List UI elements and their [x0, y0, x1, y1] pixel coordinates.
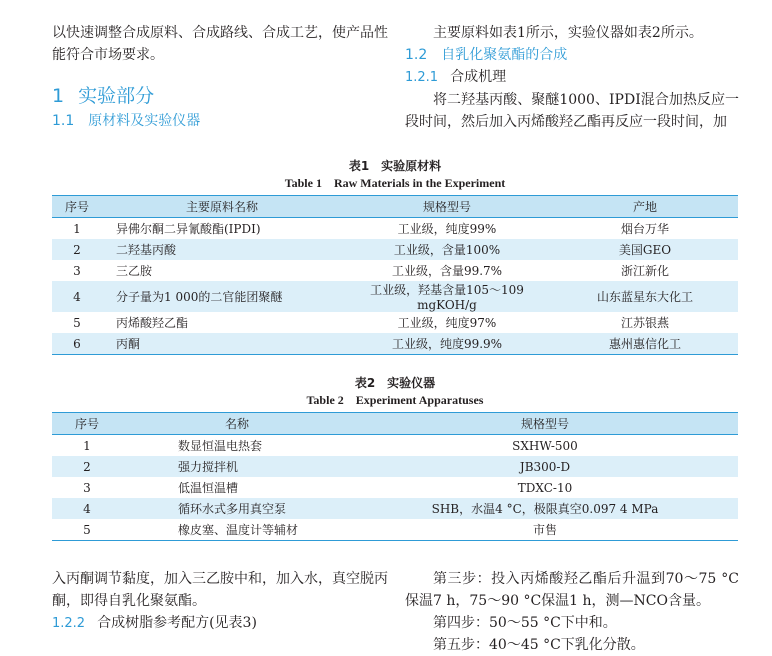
- table-header-row: [52, 413, 738, 435]
- table-row: [52, 456, 738, 477]
- section-number: 1: [52, 85, 65, 107]
- section-title: 实验部分: [78, 85, 155, 107]
- table-cell: 市售: [532, 523, 557, 537]
- table-cell: 美国GEO: [618, 243, 672, 257]
- column-header: 序号: [64, 200, 89, 214]
- table-row: [52, 477, 738, 498]
- table-cell: 工业级，含量99.7%: [391, 264, 503, 278]
- table-2-caption-cn: 表2 实验仪器: [354, 376, 436, 390]
- table-cell: 山东蓝星东大化工: [596, 290, 693, 304]
- raw-materials-table: [52, 195, 738, 355]
- table-cell: 1: [73, 221, 81, 236]
- table-header-row: [52, 196, 738, 218]
- table-cell: 数显恒温电热套: [178, 439, 263, 453]
- subsubsection-title: 合成树脂参考配方(见表3): [97, 615, 257, 631]
- table-cell: TDXC-10: [517, 480, 573, 495]
- subsection-title: 自乳化聚氨酯的合成: [441, 47, 568, 63]
- table-cell: 丙酮: [116, 337, 141, 351]
- table-cell: 1: [83, 438, 91, 453]
- subsubsection-number: 1.2.2: [52, 616, 86, 631]
- table-row: [52, 519, 738, 541]
- table-cell: 3: [83, 480, 91, 495]
- table-row: [52, 218, 738, 240]
- table-cell: SXHW-500: [512, 438, 578, 453]
- intro-paragraph-end: 以快速调整合成原料、合成路线、合成工艺，使产品性能符合市场要求。: [52, 25, 388, 63]
- right-column-bottom: [405, 568, 739, 656]
- column-header: 产地: [632, 200, 657, 214]
- subsubsection-heading-1-2-2: [52, 612, 388, 635]
- apparatus-table: [52, 412, 738, 541]
- table-cell: 6: [73, 336, 81, 351]
- table-cell: 低温恒温槽: [178, 481, 239, 495]
- table-row: [52, 333, 738, 355]
- table-cell: 烟台万华: [620, 222, 669, 236]
- table-cell: 工业级，纯度99%: [397, 222, 497, 236]
- table-cell: 工业级，羟基含量105～109 mgKOH/g: [370, 283, 524, 312]
- table-2-block: [52, 375, 738, 541]
- table-cell: 浙江新化: [620, 264, 669, 278]
- table-cell: 惠州惠信化工: [608, 337, 681, 351]
- table-cell: 循环水式多用真空泵: [178, 502, 287, 516]
- table-row: [52, 435, 738, 457]
- table-cell: 强力搅拌机: [178, 460, 239, 474]
- table-1-block: [52, 158, 738, 355]
- column-header: 规格型号: [422, 200, 471, 214]
- table-row: [52, 260, 738, 281]
- subsection-heading-1-1: [52, 110, 388, 132]
- right-column-top: [405, 22, 739, 133]
- table-cell: 4: [73, 289, 81, 304]
- table-cell: JB300-D: [519, 459, 571, 474]
- subsection-number: 1.2: [405, 47, 428, 63]
- column-header: 规格型号: [520, 417, 569, 431]
- step-4-paragraph: 第四步：50～55 °C下中和。: [433, 615, 617, 631]
- table-cell: 二羟基丙酸: [116, 243, 177, 257]
- table-cell: SHB，水温4 °C，极限真空0.097 4 MPa: [431, 502, 659, 516]
- table-row: [52, 281, 738, 312]
- tables-intro-paragraph: 主要原料如表1所示，实验仪器如表2所示。: [433, 25, 703, 41]
- table-cell: 5: [83, 522, 91, 537]
- table-1-caption-cn: 表1 实验原材料: [348, 159, 442, 173]
- subsection-number: 1.1: [52, 113, 75, 129]
- subsubsection-heading-1-2-1: [405, 66, 739, 89]
- step-3-paragraph: 第三步：投入丙烯酸羟乙酯后升温到70～75 °C保温7 h，75～90 °C保温1 h，测—NCO含量。: [405, 571, 739, 609]
- table-cell: 工业级，纯度99.9%: [391, 337, 503, 351]
- table-cell: 3: [73, 263, 81, 278]
- column-header: 序号: [74, 417, 99, 431]
- column-header: 名称: [224, 417, 249, 431]
- table-cell: 江苏银燕: [620, 316, 669, 330]
- table-2-caption-en: Table 2 Experiment Apparatuses: [306, 393, 484, 407]
- table-cell: 三乙胺: [116, 264, 153, 278]
- table-row: [52, 312, 738, 333]
- table-cell: 工业级，纯度97%: [397, 316, 497, 330]
- section-heading-1: [52, 83, 388, 109]
- table-cell: 5: [73, 315, 81, 330]
- synthesis-paragraph-end: 入丙酮调节黏度，加入三乙胺中和，加入水，真空脱丙酮，即得自乳化聚氨酯。: [52, 571, 388, 609]
- table-cell: 丙烯酸羟乙酯: [116, 316, 189, 330]
- table-cell: 4: [83, 501, 91, 516]
- table-cell: 2: [73, 242, 81, 257]
- left-column-bottom: [52, 568, 388, 635]
- subsubsection-title: 合成机理: [450, 69, 507, 85]
- subsubsection-number: 1.2.1: [405, 70, 439, 85]
- left-column-top: [52, 22, 388, 132]
- step-5-paragraph: 第五步：40～45 °C下乳化分散。: [433, 637, 645, 653]
- subsection-heading-1-2: [405, 44, 739, 66]
- table-1-caption-en: Table 1 Raw Materials in the Experiment: [284, 176, 506, 190]
- table-row: [52, 239, 738, 260]
- table-row: [52, 498, 738, 519]
- table-cell: 2: [83, 459, 91, 474]
- column-header: 主要原料名称: [185, 200, 258, 214]
- mechanism-paragraph: 将二羟基丙酸、聚醚1000、IPDI混合加热反应一段时间，然后加入丙烯酸羟乙酯再反应一段时间，加: [405, 92, 739, 130]
- table-cell: 橡皮塞、温度计等辅材: [178, 523, 299, 537]
- table-cell: 异佛尔酮二异氰酸酯(IPDI): [116, 222, 261, 236]
- table-cell: 分子量为1 000的二官能团聚醚: [116, 290, 283, 304]
- table-cell: 工业级，含量100%: [393, 243, 501, 257]
- subsection-title: 原材料及实验仪器: [88, 113, 201, 129]
